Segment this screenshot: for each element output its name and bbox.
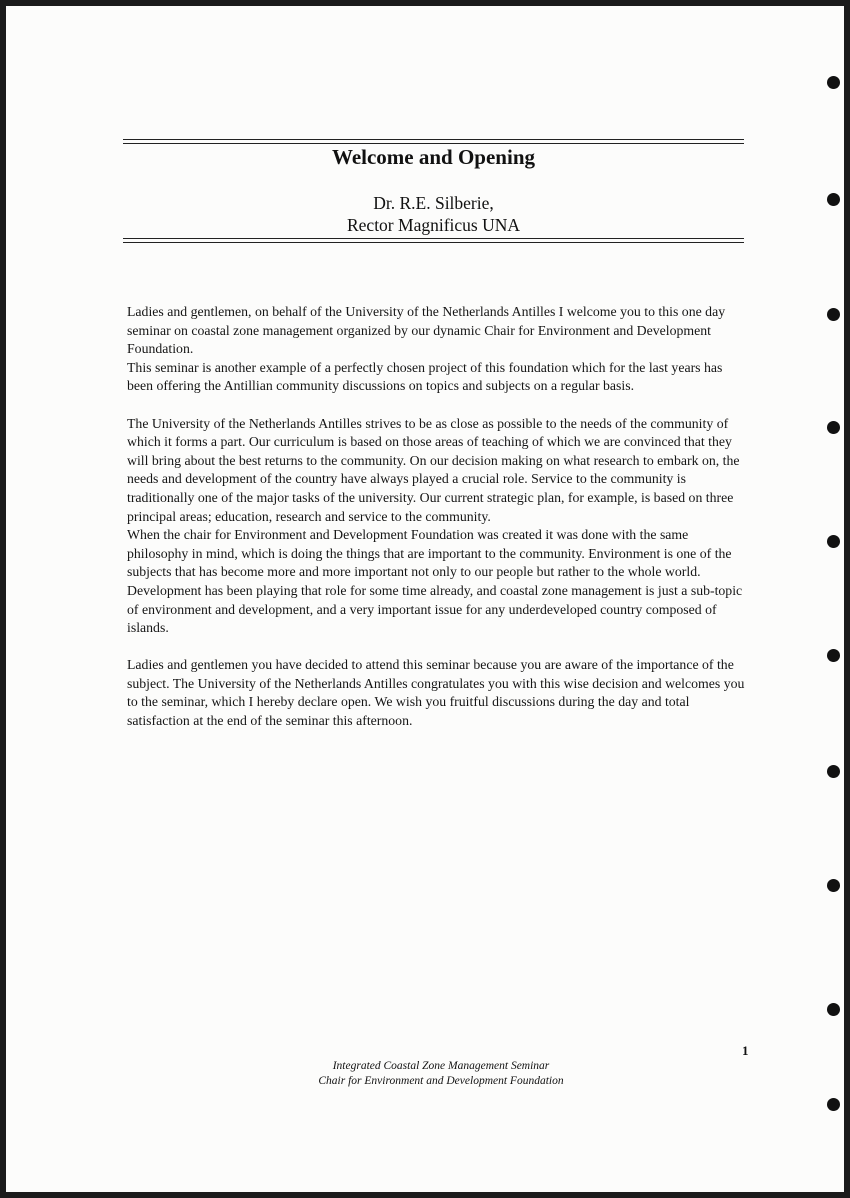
binder-hole: [827, 308, 840, 321]
binder-hole: [827, 1003, 840, 1016]
header-rule: [123, 143, 744, 144]
author-name: Dr. R.E. Silberie,: [373, 193, 494, 213]
paragraph: This seminar is another example of a perfectly chosen project of this foundation which for the last years has been offering the Antillian community discussions on topics and subjects on a regular basis.: [127, 359, 723, 394]
binder-hole: [827, 649, 840, 662]
body-text: [127, 303, 749, 731]
binder-hole: [827, 765, 840, 778]
header-rule: [123, 242, 744, 243]
author-position: Rector Magnificus UNA: [346, 215, 521, 235]
paragraph: The University of the Netherlands Antilles strives to be as close as possible to the needs of the community of which it forms a part. Our curriculum is based on those areas of teaching of which we are convinced that they will bring about the best returns to the community. On our decision making on what research to embark on, the needs and development of the country have always played a crucial role. Service to the community is traditionally one of the major tasks of the university. Our current strategic plan, for example, is based on three principal areas; education, research and service to the community.: [127, 415, 740, 524]
binder-hole: [827, 76, 840, 89]
footer-line: Integrated Coastal Zone Management Seminar: [332, 1060, 550, 1072]
page-number: 1: [742, 1043, 749, 1058]
paragraph: Ladies and gentlemen you have decided to attend this seminar because you are aware of the importance of the subject. The University of the Netherlands Antilles congratulates you with this wise decision and welcomes you to the seminar, which I hereby declare open. We wish you fruitful discussions during the day and total satisfaction at the end of the seminar this afternoon.: [127, 657, 745, 729]
paragraph: Ladies and gentlemen, on behalf of the University of the Netherlands Antilles I welcome you to this one day seminar on coastal zone management organized by our dynamic Chair for Environment and Development Foundation.: [127, 304, 726, 357]
binder-hole: [827, 535, 840, 548]
footer-line: Chair for Environment and Development Foundation: [318, 1075, 564, 1087]
header-rule: [123, 139, 744, 140]
header-rule: [123, 238, 744, 239]
paragraph: When the chair for Environment and Development Foundation was created it was done with the same philosophy in mind, which is doing the things that are important to the community. Environment is one of the subjects that has become more and more important not only to our people but rather to the whole world. Development has been playing that role for some time already, and coastal zone management is just a sub-topic of environment and development, and a very important issue for any underdeveloped country composed of islands.: [127, 527, 743, 636]
binder-hole: [827, 421, 840, 434]
binder-hole: [827, 193, 840, 206]
binder-hole: [827, 1098, 840, 1111]
binder-hole: [827, 879, 840, 892]
page-title: Welcome and Opening: [331, 145, 536, 169]
